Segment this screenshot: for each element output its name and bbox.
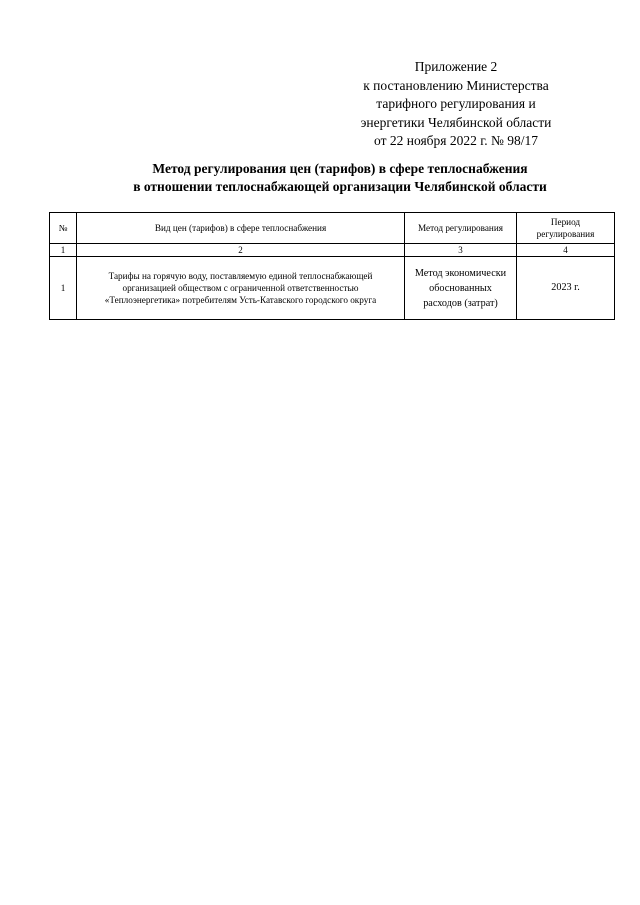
column-number: 3 [405,244,517,257]
regulation-method-table [49,212,615,320]
appendix-block [336,58,576,151]
period-cell: 2023 г. [517,257,615,320]
header-period [517,213,615,244]
appendix-line: к постановлению Министерства [363,77,549,93]
column-number: 1 [50,244,77,257]
column-number: 4 [517,244,615,257]
column-number: 2 [77,244,405,257]
header-period-line-1: Период [550,217,581,227]
appendix-line: тарифного регулирования и [376,96,536,111]
column-number-row [50,244,615,257]
document-title [60,160,620,196]
tariff-type-cell [77,257,405,320]
method-line: Метод экономически [414,267,507,279]
appendix-line: Приложение 2 [414,59,498,74]
header-num: № [50,213,77,244]
appendix-line: энергетики Челябинской области [360,114,552,130]
tariff-type-line: организацией обществом с ограниченной ответственностью [122,283,359,293]
row-num-cell: 1 [50,257,77,320]
tariff-type-line: «Теплоэнергетика» потребителям Усть-Катавского городского округа [104,295,377,305]
title-line-1: Метод регулирования цен (тарифов) в сфере теплоснабжения [152,161,528,176]
appendix-line: от 22 ноября 2022 г. № 98/17 [374,133,538,148]
table-row [50,257,615,320]
title-line-2: в отношении теплоснабжающей организации Челябинской области [133,179,547,194]
header-period-line-2: регулирования [536,229,595,239]
method-line: обоснованных [429,282,492,294]
header-method: Метод регулирования [405,213,517,244]
method-cell [405,257,517,320]
method-line: расходов (затрат) [423,297,498,309]
tariff-type-line: Тарифы на горячую воду, поставляемую единой теплоснабжающей [108,271,373,281]
header-tariff-type: Вид цен (тарифов) в сфере теплоснабжения [77,213,405,244]
table-header-row [50,213,615,244]
